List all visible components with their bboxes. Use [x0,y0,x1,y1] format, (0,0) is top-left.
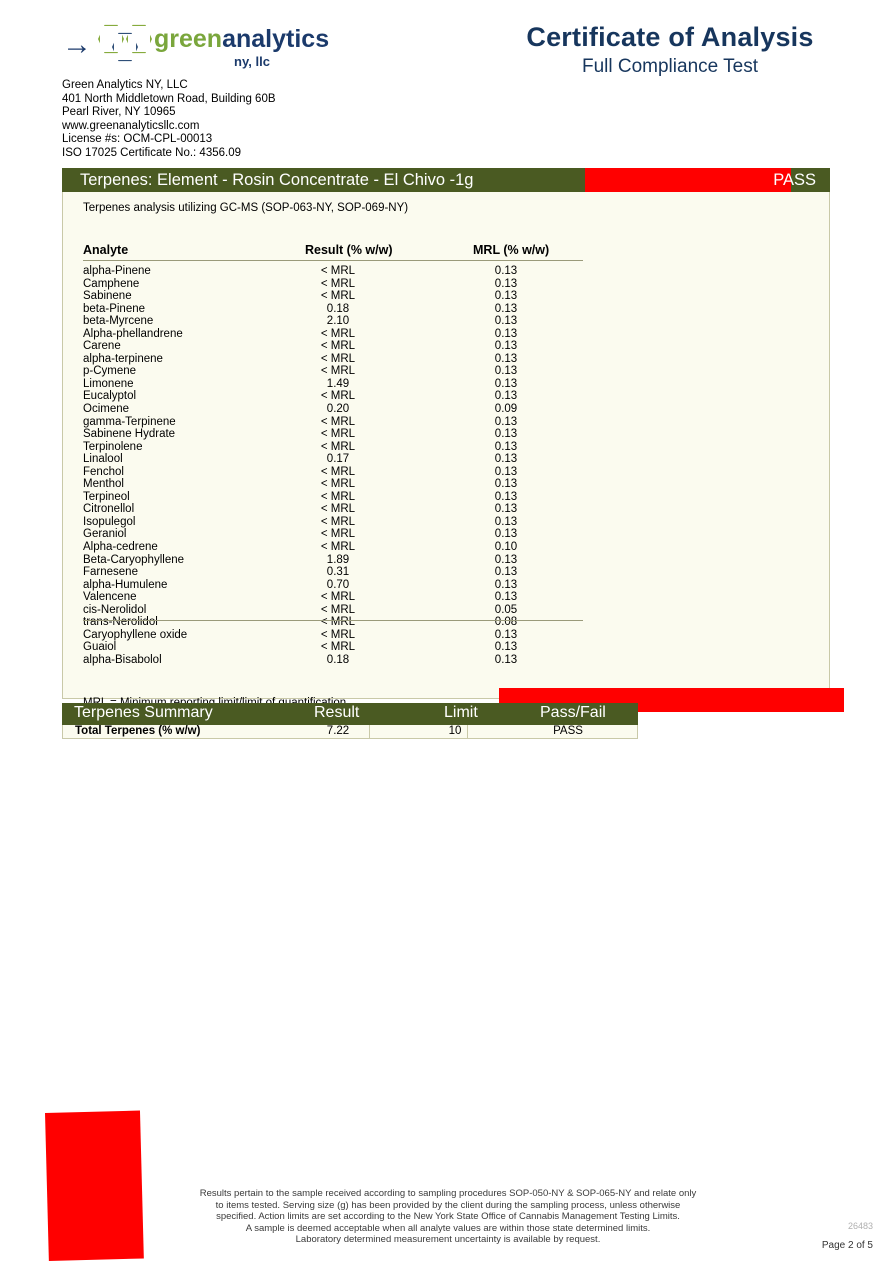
table-row [83,390,583,403]
analyte-mrl: 0.13 [494,453,518,466]
analyte-result: < MRL [320,465,356,478]
company-name: Green Analytics NY, LLC [62,79,188,91]
analyte-result: < MRL [320,352,356,365]
analyte-name: Fenchol [83,465,124,478]
analyte-name: alpha-Humulene [83,578,168,591]
footer-line-5: Laboratory determined measurement uncertainty is available by request. [295,1234,601,1246]
analyte-name: Geraniol [83,528,127,541]
table-row [83,265,583,278]
analyte-result: < MRL [320,515,356,528]
table-row [83,328,583,341]
arrow-right-icon: → [62,28,92,61]
terpenes-panel-body [62,192,830,699]
analyte-result: < MRL [320,265,356,277]
page-subtitle: Full Compliance Test [581,56,758,77]
terpenes-summary [62,703,638,739]
analyte-name: Beta-Caryophyllene [83,553,185,566]
table-row [83,378,583,391]
analyte-name: Caryophyllene oxide [83,628,188,641]
analyte-mrl: 0.13 [494,415,518,428]
table-row [83,453,583,466]
analyte-result: 0.18 [326,302,350,315]
company-address-2: Pearl River, NY 10965 [62,106,176,119]
summary-row-limit: 10 [448,725,462,737]
summary-header-passfail: Pass/Fail [540,704,606,721]
logo-wordmark [154,26,329,52]
redaction-block-header [585,168,791,192]
analyte-name: Limonene [83,377,134,390]
analyte-mrl: 0.13 [494,566,518,579]
method-description: Terpenes analysis utilizing GC-MS (SOP-063-NY, SOP-069-NY) [83,202,409,214]
company-iso: ISO 17025 Certificate No.: 4356.09 [62,146,241,159]
analyte-name: Citronellol [83,503,135,516]
analyte-mrl: 0.13 [494,490,518,503]
company-website[interactable]: www.greenanalyticsllc.com [62,119,200,132]
analyte-mrl: 0.13 [494,327,518,340]
analyte-result: < MRL [320,641,356,654]
analyte-result: 1.89 [326,553,350,566]
analyte-result: < MRL [320,365,356,378]
analyte-result: 0.20 [326,403,350,416]
analyte-result: < MRL [320,490,356,503]
analyte-name: p-Cymene [83,365,137,378]
table-row [62,725,638,739]
analyte-result: 0.17 [326,453,350,466]
terpenes-panel-title: Terpenes: Element - Rosin Concentrate - El Chivo -1g [80,170,474,189]
analyte-table [83,265,583,667]
analyte-name: cis-Nerolidol [83,603,147,616]
table-row [83,503,583,516]
analyte-result: 0.31 [326,566,350,579]
table-row [83,403,583,416]
table-footer-rule [83,620,583,621]
analyte-name: Menthol [83,478,124,491]
table-row [83,315,583,328]
analyte-mrl: 0.13 [494,265,518,277]
analyte-result: < MRL [320,503,356,516]
analyte-result: < MRL [320,541,356,554]
table-row [83,365,583,378]
analyte-name: Valencene [83,591,137,604]
summary-row-passfail: PASS [553,725,583,737]
analyte-result: 1.49 [326,377,350,390]
analyte-name: alpha-Pinene [83,265,151,277]
analyte-mrl: 0.13 [494,315,518,328]
table-row [83,579,583,592]
analyte-name: beta-Pinene [83,302,146,315]
table-row [83,528,583,541]
analyte-name: Ocimene [83,403,130,416]
logo-subtext: ny, llc [234,54,270,69]
table-row [83,290,583,303]
logo-word-analytics: analytics [222,25,330,53]
analyte-mrl: 0.13 [494,290,518,303]
analyte-mrl: 0.13 [494,591,518,604]
status-badge: PASS [773,171,816,189]
analyte-mrl: 0.13 [494,478,518,491]
analyte-result: < MRL [320,390,356,403]
analyte-name: alpha-Bisabolol [83,653,162,666]
table-row [83,604,583,617]
analyte-mrl: 0.13 [494,653,518,666]
table-row [83,416,583,429]
analyte-mrl: 0.13 [494,352,518,365]
summary-header-result: Result [314,704,360,721]
analyte-name: Sabinene Hydrate [83,428,176,441]
analyte-name: Terpinolene [83,440,143,453]
analyte-mrl: 0.13 [494,503,518,516]
analyte-mrl: 0.08 [494,616,518,629]
analyte-name: Camphene [83,277,140,290]
analyte-name: Linalool [83,453,123,466]
analyte-result: < MRL [320,340,356,353]
table-row [83,654,583,667]
summary-header-row [62,703,638,725]
table-row [83,554,583,567]
analyte-mrl: 0.13 [494,390,518,403]
analyte-mrl: 0.10 [494,541,518,554]
analyte-result: 0.18 [326,653,350,666]
company-info [62,79,276,161]
analyte-result: < MRL [320,603,356,616]
analyte-result: < MRL [320,528,356,541]
company-logo [62,16,362,78]
footer-page-number: Page 2 of 5 [821,1240,873,1251]
summary-divider-1 [369,725,370,738]
analyte-mrl: 0.13 [494,365,518,378]
table-row [83,441,583,454]
footer-line-4: A sample is deemed acceptable when all analyte values are within those state determined limits. [245,1222,651,1234]
analyte-mrl: 0.05 [494,603,518,616]
table-row [83,566,583,579]
table-row [83,641,583,654]
analyte-name: Alpha-phellandrene [83,327,183,340]
footer-line-3: specified. Action limits are set according to the New York State Office of Cannabis Management Testing Limits. [216,1211,680,1223]
analyte-mrl: 0.13 [494,578,518,591]
page-title: Certificate of Analysis [526,22,814,52]
table-row [83,478,583,491]
analyte-mrl: 0.13 [494,377,518,390]
footer-line-2: to items tested. Serving size (g) has been provided by the client during the sampling process, unless otherwise [215,1199,681,1211]
analyte-mrl: 0.13 [494,428,518,441]
summary-header-limit: Limit [444,704,478,721]
analyte-mrl: 0.13 [494,528,518,541]
analyte-result: < MRL [320,327,356,340]
analyte-mrl: 0.13 [494,277,518,290]
analyte-name: trans-Nerolidol [83,616,158,629]
table-row [83,516,583,529]
table-row [83,466,583,479]
analyte-mrl: 0.13 [494,340,518,353]
analyte-mrl: 0.13 [494,628,518,641]
analyte-name: Guaiol [83,641,117,654]
analyte-name: Eucalyptol [83,390,137,403]
table-row [83,278,583,291]
analyte-result: < MRL [320,591,356,604]
summary-row-result: 7.22 [326,725,350,737]
table-row [83,353,583,366]
analyte-mrl: 0.09 [494,403,518,416]
footer-line-1: Results pertain to the sample received according to sampling procedures SOP-050-NY & SOP-065-NY and relate only [199,1188,697,1199]
hexagon-cluster-icon [98,24,154,68]
summary-header-title: Terpenes Summary [74,704,213,721]
analyte-mrl: 0.13 [494,641,518,654]
analyte-name: alpha-terpinene [83,352,163,365]
analyte-result: < MRL [320,628,356,641]
analyte-result: 2.10 [326,315,350,328]
analyte-mrl: 0.13 [494,302,518,315]
analyte-mrl: 0.13 [494,465,518,478]
table-row [83,340,583,353]
table-row [83,629,583,642]
terpenes-panel [62,168,830,699]
analyte-name: beta-Myrcene [83,315,154,328]
analyte-name: gamma-Terpinene [83,415,176,428]
column-header-result: Result (% w/w) [305,243,393,257]
analyte-name: Farnesene [83,566,138,579]
analyte-name: Carene [83,340,121,353]
column-header-analyte: Analyte [83,243,129,257]
company-address-1: 401 North Middletown Road, Building 60B [62,92,276,105]
table-row [83,303,583,316]
analyte-mrl: 0.13 [494,553,518,566]
table-header-rule [83,260,583,261]
analyte-result: < MRL [320,290,356,303]
analyte-name: Terpineol [83,490,130,503]
analyte-name: Sabinene [83,290,132,303]
analyte-result: 0.70 [326,578,350,591]
table-row [83,428,583,441]
table-row [83,491,583,504]
analyte-result: < MRL [320,440,356,453]
table-row [83,616,583,629]
company-license: License #s: OCM-CPL-00013 [62,133,213,146]
analyte-mrl: 0.13 [494,440,518,453]
analyte-mrl: 0.13 [494,515,518,528]
table-row [83,591,583,604]
column-header-mrl: MRL (% w/w) [473,243,550,257]
summary-divider-2 [467,725,468,738]
analyte-result: < MRL [320,428,356,441]
analyte-result: < MRL [320,415,356,428]
analyte-name: Alpha-cedrene [83,541,158,554]
analyte-result: < MRL [320,277,356,290]
document-header [0,8,893,88]
logo-word-green: green [154,25,223,53]
table-row [83,541,583,554]
analyte-result: < MRL [320,616,356,629]
analyte-result: < MRL [320,478,356,491]
summary-row-name: Total Terpenes (% w/w) [75,725,201,737]
footer-code: 26483 [847,1221,873,1231]
footer-disclaimer [118,1188,778,1246]
analyte-name: Isopulegol [83,515,136,528]
terpenes-panel-header [62,168,830,192]
